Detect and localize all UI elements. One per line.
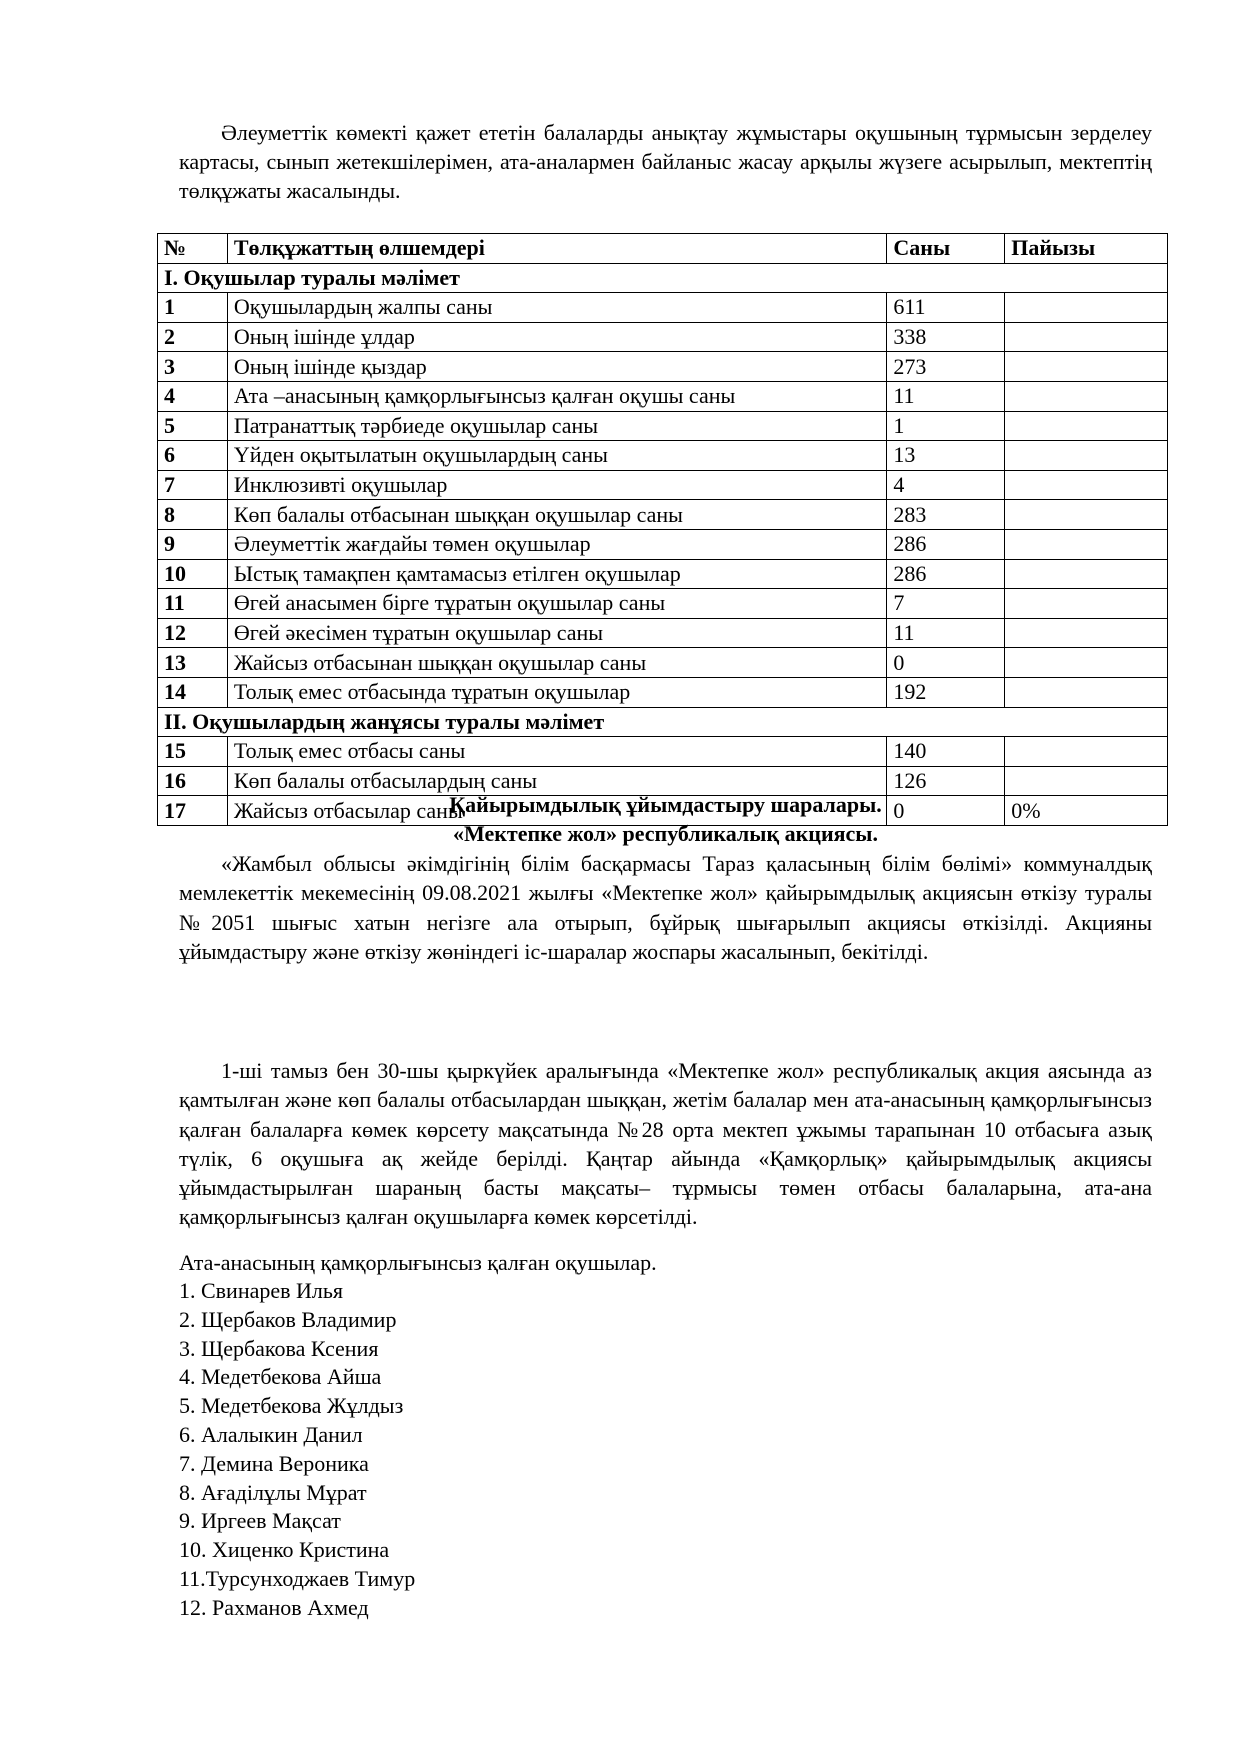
row-number: 15 <box>158 737 228 767</box>
header-percent: Пайызы <box>1005 234 1168 264</box>
row-count: 1 <box>887 411 1005 441</box>
row-percent <box>1005 648 1168 678</box>
row-criteria: Инклюзивті оқушылар <box>227 470 887 500</box>
row-count: 7 <box>887 589 1005 619</box>
row-number: 3 <box>158 352 228 382</box>
table-row <box>158 322 1168 352</box>
row-count: 286 <box>887 529 1005 559</box>
row-number: 17 <box>158 796 228 826</box>
paragraph-campaign-results: 1-ші тамыз бен 30-шы қыркүйек аралығында «Мектепке жол» республикалық акция аясында аз қамтылған және көп балалы отбасылардан шыққан, жетім балалар мен ата-анасының қамқорлығынсыз қалған балаларға көмек көрсету мақсатында №28 орта мектеп ұжымы тарапынан 10 отбасыға азық түлік, 6 оқушыға ақ жейде берілді. Қаңтар айында «Қамқорлық» қайырымдылық акциясы ұйымдастырылған шараның басты мақсаты– тұрмысы төмен отбасы балаларына, ата-ана қамқорлығынсыз қалған оқушыларға көмек көрсетілді. <box>179 1058 1152 1230</box>
row-percent <box>1005 470 1168 500</box>
table-row <box>158 589 1168 619</box>
row-number: 1 <box>158 293 228 323</box>
table-row <box>158 618 1168 648</box>
table-row <box>158 470 1168 500</box>
table-row <box>158 648 1168 678</box>
row-criteria: Оқушылардың жалпы саны <box>227 293 887 323</box>
row-percent <box>1005 677 1168 707</box>
row-number: 2 <box>158 322 228 352</box>
row-criteria: Патранаттық тәрбиеде оқушылар саны <box>227 411 887 441</box>
header-criteria: Төлқұжаттың өлшемдері <box>227 234 887 264</box>
row-number: 4 <box>158 381 228 411</box>
row-count: 192 <box>887 677 1005 707</box>
row-criteria: Ыстық тамақпен қамтамасыз етілген оқушылар <box>227 559 887 589</box>
list-item: 4. Медетбекова Айша <box>179 1364 382 1390</box>
row-count: 140 <box>887 737 1005 767</box>
row-number: 8 <box>158 500 228 530</box>
row-count: 0 <box>887 648 1005 678</box>
row-percent <box>1005 737 1168 767</box>
row-percent <box>1005 322 1168 352</box>
row-criteria: Әлеуметтік жағдайы төмен оқушылар <box>227 529 887 559</box>
row-count: 126 <box>887 766 1005 796</box>
row-number: 6 <box>158 441 228 471</box>
row-criteria: Үйден оқытылатын оқушылардың саны <box>227 441 887 471</box>
table-row <box>158 352 1168 382</box>
row-percent <box>1005 352 1168 382</box>
section-title: II. Оқушылардың жанұясы туралы мәлімет <box>158 707 1168 737</box>
table-row <box>158 293 1168 323</box>
section-row <box>158 707 1168 737</box>
table-row <box>158 441 1168 471</box>
row-count: 286 <box>887 559 1005 589</box>
row-percent: 0% <box>1005 796 1168 826</box>
row-criteria: Өгей әкесімен тұратын оқушылар саны <box>227 618 887 648</box>
header-count: Саны <box>887 234 1005 264</box>
row-percent <box>1005 500 1168 530</box>
students-list <box>179 1277 415 1623</box>
table-header-row <box>158 234 1168 264</box>
row-criteria: Толық емес отбасында тұратын оқушылар <box>227 677 887 707</box>
row-criteria: Көп балалы отбасылардың саны <box>227 766 887 796</box>
row-criteria: Ата –анасының қамқорлығынсыз қалған оқушы саны <box>227 381 887 411</box>
row-percent <box>1005 381 1168 411</box>
row-percent <box>1005 529 1168 559</box>
list-item: 12. Рахманов Ахмед <box>179 1594 369 1620</box>
heading-charity: Қайырымдылық ұйымдастыру шаралары. <box>449 792 882 817</box>
table-row <box>158 381 1168 411</box>
row-percent <box>1005 441 1168 471</box>
row-number: 11 <box>158 589 228 619</box>
row-criteria: Жайсыз отбасынан шыққан оқушылар саны <box>227 648 887 678</box>
row-number: 16 <box>158 766 228 796</box>
paragraph-campaign-order: «Жамбыл облысы әкімдігінің білім басқармасы Тараз қаласының білім бөлімі» коммуналдық мемлекеттік мекемесінің 09.08.2021 жылғы «Мектепке жол» қайырымдылық акциясын өткізу туралы №2051 шығыс хатын негізге ала отырып, бұйрық шығарылып акциясы өткізілді. Акцияны ұйымдастыру және өткізу жөніндегі іс-шаралар жоспары жасалынып, бекітілді. <box>179 851 1152 964</box>
list-item: 7. Демина Вероника <box>179 1450 369 1476</box>
passport-table <box>157 233 1168 826</box>
section-row <box>158 263 1168 293</box>
row-criteria: Оның ішінде қыздар <box>227 352 887 382</box>
row-percent <box>1005 589 1168 619</box>
row-count: 338 <box>887 322 1005 352</box>
table-row <box>158 529 1168 559</box>
row-criteria: Оның ішінде ұлдар <box>227 322 887 352</box>
row-percent <box>1005 618 1168 648</box>
row-number: 9 <box>158 529 228 559</box>
row-percent <box>1005 293 1168 323</box>
row-number: 10 <box>158 559 228 589</box>
row-percent <box>1005 411 1168 441</box>
list-item: 1. Свинарев Илья <box>179 1278 344 1303</box>
list-item: 8. Ағаділұлы Мұрат <box>179 1479 367 1505</box>
table-row <box>158 677 1168 707</box>
row-criteria: Толық емес отбасы саны <box>227 737 887 767</box>
row-number: 7 <box>158 470 228 500</box>
table-row <box>158 500 1168 530</box>
table-row <box>158 411 1168 441</box>
row-count: 273 <box>887 352 1005 382</box>
row-number: 13 <box>158 648 228 678</box>
row-percent <box>1005 559 1168 589</box>
list-item: 11.Турсунходжаев Тимур <box>179 1565 416 1591</box>
list-item: 3. Щербакова Ксения <box>179 1335 379 1361</box>
row-number: 12 <box>158 618 228 648</box>
list-title: Ата-анасының қамқорлығынсыз қалған оқушылар. <box>179 1250 657 1275</box>
row-count: 4 <box>887 470 1005 500</box>
row-criteria: Жайсыз отбасылар саны <box>227 796 887 826</box>
row-count: 611 <box>887 293 1005 323</box>
table-row <box>158 559 1168 589</box>
list-item: 9. Иргеев Мақсат <box>179 1508 341 1534</box>
row-count: 11 <box>887 618 1005 648</box>
list-item: 5. Медетбекова Жұлдыз <box>179 1393 404 1419</box>
row-criteria: Көп балалы отбасынан шыққан оқушылар саны <box>227 500 887 530</box>
row-count: 0 <box>887 796 1005 826</box>
row-criteria: Өгей анасымен бірге тұратын оқушылар саны <box>227 589 887 619</box>
row-number: 5 <box>158 411 228 441</box>
table-body <box>158 263 1168 825</box>
intro-paragraph: Әлеуметтік көмекті қажет ететін балаларды анықтау жұмыстары оқушының тұрмысын зерделеу картасы, сынып жетекшілерімен, ата-аналармен байланыс жасау арқылы жүзеге асырылып, мектептің төлқұжаты жасалынды. <box>179 120 1152 203</box>
section-title: I. Оқушылар туралы мәлімет <box>158 263 1168 293</box>
row-count: 283 <box>887 500 1005 530</box>
list-item: 6. Алалыкин Данил <box>179 1421 363 1447</box>
row-count: 13 <box>887 441 1005 471</box>
heading-campaign: «Мектепке жол» республикалық акциясы. <box>452 821 878 846</box>
table-row <box>158 737 1168 767</box>
header-number: № <box>158 234 228 264</box>
list-item: 2. Щербаков Владимир <box>179 1306 397 1332</box>
row-count: 11 <box>887 381 1005 411</box>
row-number: 14 <box>158 677 228 707</box>
list-item: 10. Хиценко Кристина <box>179 1537 390 1563</box>
